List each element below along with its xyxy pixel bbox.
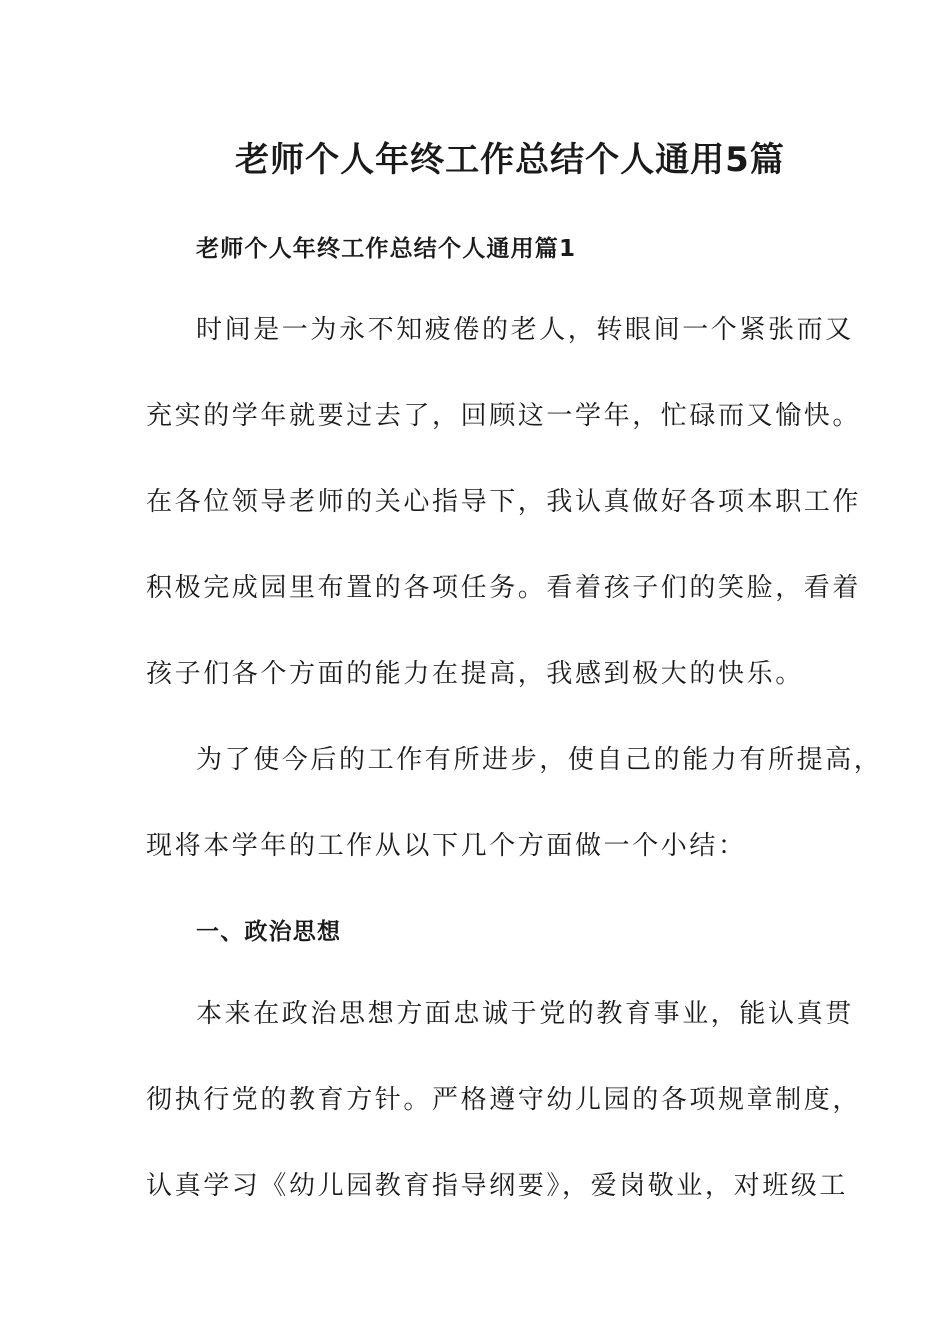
paragraph-line: 时间是一为永不知疲倦的老人，转眼间一个紧张而又 — [196, 315, 854, 345]
paragraph-line: 孩子们各个方面的能力在提高，我感到极大的快乐。 — [146, 659, 804, 689]
section-heading: 老师个人年终工作总结个人通用篇1 — [196, 236, 577, 262]
paragraph-line: 现将本学年的工作从以下几个方面做一个小结： — [146, 831, 747, 861]
paragraph-line: 在各位领导老师的关心指导下，我认真做好各项本职工作 — [146, 487, 862, 517]
subsection-heading: 一、政治思想 — [196, 919, 342, 945]
paragraph-line: 认真学习《幼儿园教育指导纲要》，爱岗敬业，对班级工 — [146, 1171, 849, 1201]
paragraph-line: 彻执行党的教育方针。严格遵守幼儿园的各项规章制度， — [146, 1085, 862, 1115]
paragraph-line: 本来在政治思想方面忠诚于党的教育事业，能认真贯 — [196, 999, 854, 1029]
paragraph-line: 积极完成园里布置的各项任务。看着孩子们的笑脸，看着 — [146, 573, 862, 603]
document-title: 老师个人年终工作总结个人通用5篇 — [235, 140, 785, 180]
paragraph-line: 充实的学年就要过去了，回顾这一学年，忙碌而又愉快。 — [146, 401, 862, 431]
paragraph-line: 为了使今后的工作有所进步，使自己的能力有所提高， — [196, 745, 883, 775]
